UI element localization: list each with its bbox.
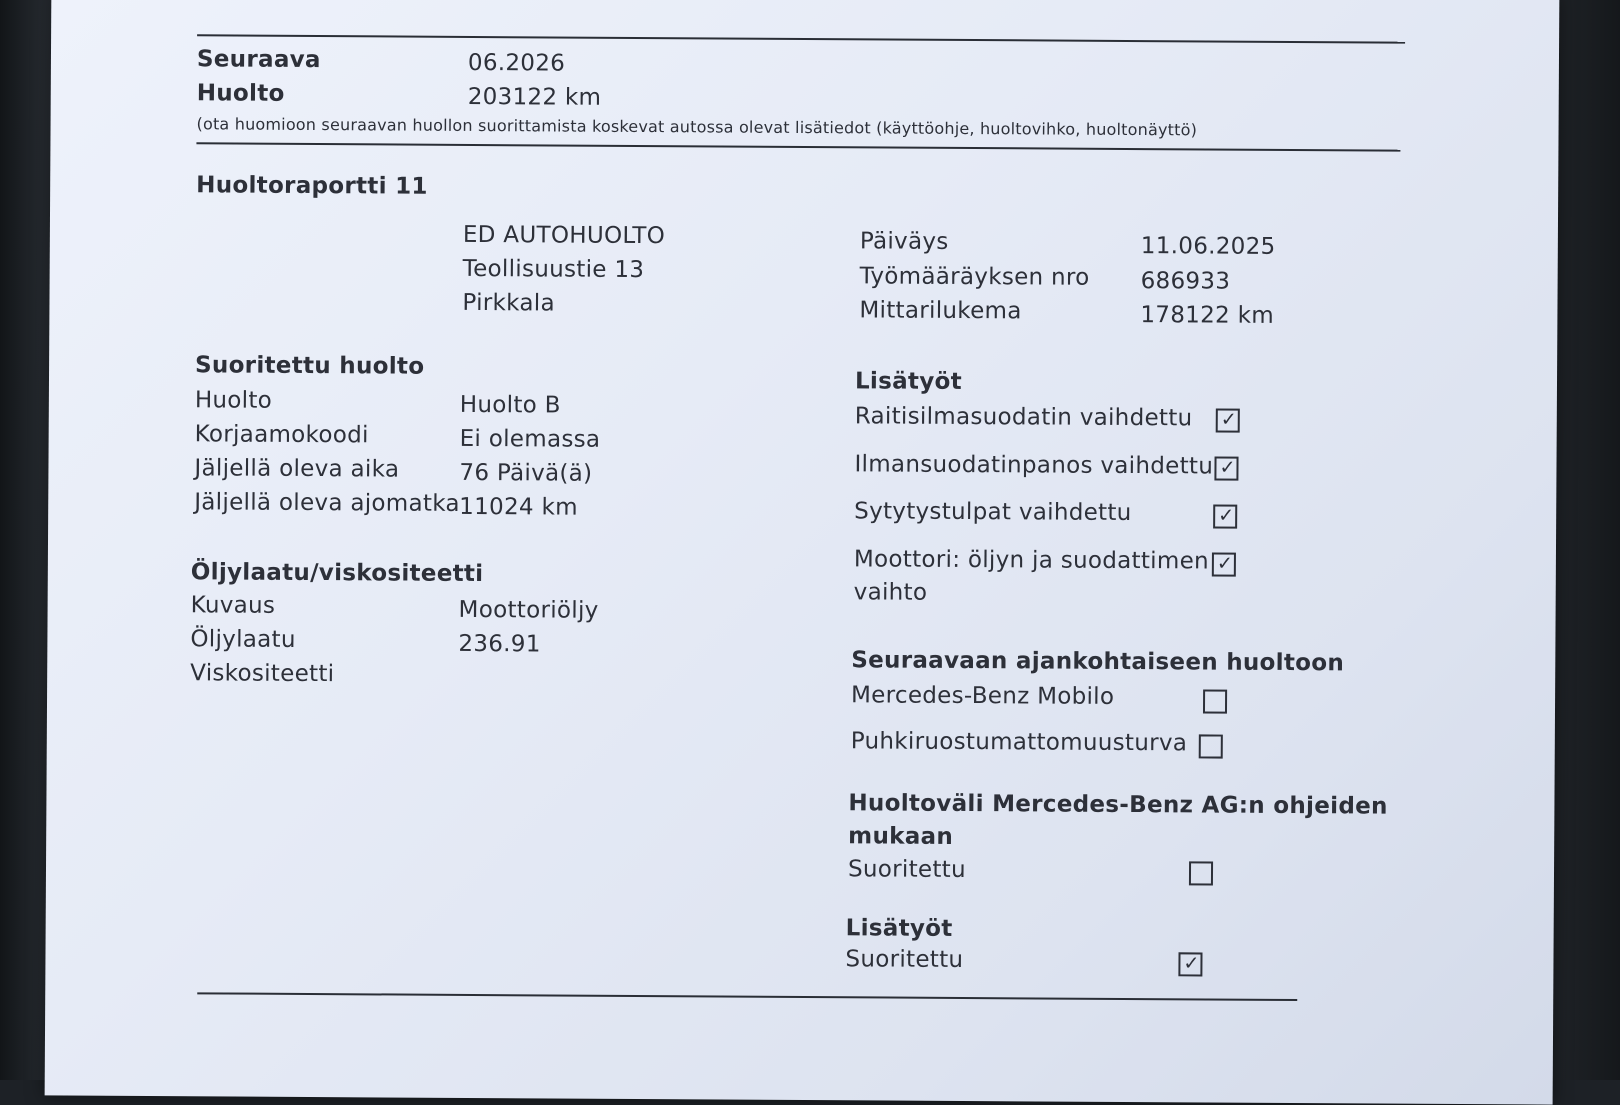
extra-done-checkbox[interactable] <box>1178 952 1202 976</box>
odometer-label: Mittarilukema <box>859 297 1022 325</box>
report-title: Huoltoraportti 11 <box>196 172 428 200</box>
workshop-city: Pirkkala <box>462 289 555 317</box>
extra-done-heading: Lisätyöt <box>845 915 953 942</box>
extra-work-checkbox-4[interactable] <box>1212 553 1236 577</box>
work-order-value: 686933 <box>1140 268 1231 295</box>
rust-protection-checkbox[interactable] <box>1199 734 1223 758</box>
interval-heading-line-1: Huoltoväli Mercedes-Benz AG:n ohjeiden <box>848 790 1388 820</box>
next-service-date: 06.2026 <box>467 49 566 77</box>
remaining-distance-value: 11024 km <box>459 493 578 521</box>
oil-quality-label: Öljylaatu <box>190 626 296 653</box>
top-rule <box>197 34 1405 43</box>
repair-code-label: Korjaamokoodi <box>194 421 369 449</box>
extra-work-item-4-line-2: vaihto <box>853 579 928 606</box>
next-service-label-2: Huolto <box>196 80 285 107</box>
oil-description-label: Kuvaus <box>190 592 276 619</box>
extra-work-checkbox-3[interactable] <box>1213 505 1237 529</box>
rust-protection-label: Puhkiruostumattomuusturva <box>850 728 1188 757</box>
performed-heading: Suoritettu huolto <box>195 352 425 380</box>
extra-work-item-3: Sytytystulpat vaihdettu <box>854 498 1132 527</box>
interval-heading-line-2: mukaan <box>848 823 954 850</box>
extra-done-label: Suoritettu <box>845 946 964 973</box>
service-report-sheet <box>45 0 1560 1105</box>
bottom-rule <box>197 992 1297 1001</box>
remaining-time-value: 76 Päivä(ä) <box>459 459 593 487</box>
oil-heading: Öljylaatu/viskositeetti <box>190 559 484 588</box>
oil-quality-value: 236.91 <box>458 630 541 658</box>
service-type-value: Huolto B <box>459 391 561 419</box>
date-value: 11.06.2025 <box>1140 233 1276 260</box>
checkmark-icon: ✓ <box>1219 456 1236 479</box>
date-label: Päiväys <box>859 228 949 255</box>
interval-performed-label: Suoritettu <box>847 856 966 884</box>
mobilo-checkbox[interactable] <box>1203 689 1227 713</box>
workshop-street: Teollisuustie 13 <box>462 255 645 284</box>
remaining-time-label: Jäljellä oleva aika <box>194 455 400 483</box>
extra-work-checkbox-2[interactable] <box>1214 457 1238 481</box>
checkmark-icon: ✓ <box>1183 952 1200 975</box>
work-order-label: Työmääräyksen nro <box>859 263 1090 291</box>
checkmark-icon: ✓ <box>1218 504 1235 527</box>
workshop-name: ED AUTOHUOLTO <box>462 221 666 250</box>
mobilo-label: Mercedes-Benz Mobilo <box>851 682 1115 710</box>
oil-description-value: Moottoriöljy <box>458 596 599 624</box>
viscosity-label: Viskositeetti <box>190 660 335 688</box>
checkmark-icon: ✓ <box>1220 408 1237 431</box>
extra-work-heading: Lisätyöt <box>854 368 963 395</box>
repair-code-value: Ei olemassa <box>459 425 601 453</box>
next-service-note: (ota huomioon seuraavan huollon suorittamista koskevat autossa olevat lisätiedot (käyttöohje, huoltovihko, huoltonäyttö) <box>196 114 1198 140</box>
extra-work-item-4-line-1: Moottori: öljyn ja suodattimen <box>853 546 1210 575</box>
extra-work-item-2: Ilmansuodatinpanos vaihdettu <box>854 451 1214 480</box>
checkmark-icon: ✓ <box>1216 552 1233 575</box>
extra-work-checkbox-1[interactable] <box>1216 409 1240 433</box>
odometer-value: 178122 km <box>1140 302 1275 329</box>
next-service-km: 203122 km <box>467 83 602 111</box>
extra-work-item-1: Raitisilmasuodatin vaihdettu <box>854 403 1193 432</box>
service-type-label: Huolto <box>194 387 273 414</box>
interval-performed-checkbox[interactable] <box>1189 861 1213 885</box>
remaining-distance-label: Jäljellä oleva ajomatka <box>194 489 460 517</box>
next-service-rule <box>196 142 1400 151</box>
next-service-label-1: Seuraava <box>196 46 321 74</box>
next-current-heading: Seuraavaan ajankohtaiseen huoltoon <box>851 647 1345 677</box>
